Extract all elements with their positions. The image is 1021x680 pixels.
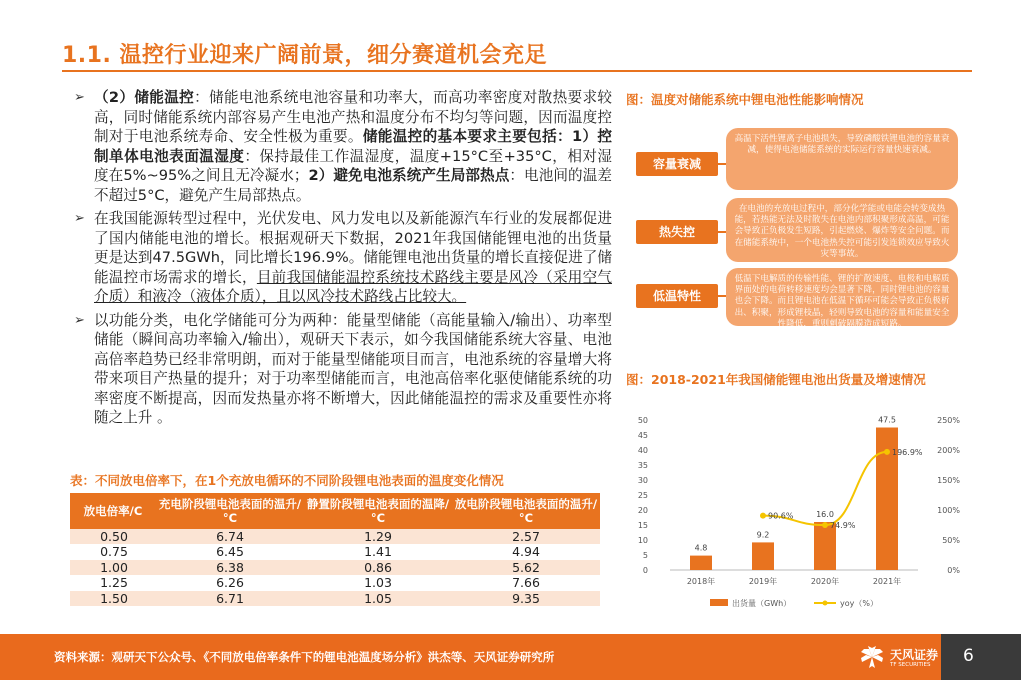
y-left-tick-label: 50 bbox=[637, 416, 648, 425]
bar-data-label: 4.8 bbox=[694, 543, 708, 553]
y-right-tick-label: 0% bbox=[947, 566, 960, 575]
table-cell: 1.50 bbox=[70, 591, 156, 606]
effect-tag: 热失控 bbox=[636, 220, 718, 244]
brand-name: 天风证券 bbox=[890, 648, 939, 662]
source-note: 资料来源：观研天下公众号、《不同放电倍率条件下的锂电池温度场分析》洪杰等、天风证券研究所 bbox=[54, 650, 555, 664]
bullet-text: ：储能电池系统电池容量和功率大，而高功率密度对散热要求较高，同时储能系统内部容易产生电池产热和温度分布不均匀等问题，因而温度控制对于电池系统寿命、安全性极为重要。 bbox=[94, 89, 612, 145]
x-tick-label: 2018年 bbox=[686, 577, 716, 586]
bullet-storage-thermal bbox=[72, 88, 612, 205]
table-cell: 6.38 bbox=[156, 560, 304, 575]
bullet-emphasis: 2）避免电池系统产生局部热点 bbox=[308, 167, 510, 184]
bar-shipment bbox=[690, 556, 712, 570]
arrow-bullet-icon: ➢ bbox=[74, 211, 85, 226]
x-tick-label: 2020年 bbox=[810, 577, 840, 586]
tf-securities-logo-icon bbox=[858, 644, 886, 670]
bar-shipment bbox=[752, 542, 774, 570]
table-cell: 0.75 bbox=[70, 544, 156, 559]
table-cell: 6.26 bbox=[156, 575, 304, 590]
footer-bar bbox=[0, 634, 1021, 680]
x-tick-label: 2021年 bbox=[872, 577, 902, 586]
y-right-tick-label: 200% bbox=[937, 446, 960, 455]
y-left-tick-label: 5 bbox=[642, 551, 648, 560]
bar-data-label: 16.0 bbox=[816, 510, 834, 519]
title-divider bbox=[62, 70, 972, 72]
effect-tag: 容量衰减 bbox=[636, 152, 718, 176]
bar-data-label: 47.5 bbox=[878, 415, 896, 425]
page-number-block bbox=[941, 634, 1021, 680]
table-row bbox=[70, 591, 600, 606]
table-header: 静置阶段锂电池表面的温降/°C bbox=[304, 493, 452, 529]
yoy-data-label: 74.9% bbox=[830, 521, 856, 531]
y-left-tick-label: 10 bbox=[637, 536, 648, 545]
y-right-tick-label: 50% bbox=[942, 536, 960, 545]
bullet-market-growth bbox=[72, 209, 612, 307]
effect-low-temperature bbox=[628, 268, 958, 332]
legend-line-marker bbox=[823, 601, 828, 606]
table-row bbox=[70, 544, 600, 559]
table-row bbox=[70, 575, 600, 590]
arrow-bullet-icon: ➢ bbox=[74, 90, 85, 105]
brand-subtitle: TF SECURITIES bbox=[890, 662, 931, 668]
yoy-point bbox=[822, 522, 828, 528]
table-caption: 表：不同放电倍率下，在1个充放电循环的不同阶段锂电池表面的温度变化情况 bbox=[70, 473, 504, 488]
y-right-tick-label: 150% bbox=[937, 476, 960, 485]
table-cell: 6.71 bbox=[156, 591, 304, 606]
legend-line-label: yoy（%） bbox=[840, 599, 878, 608]
effect-description: 在电池的充放电过程中，部分化学能或电能会转变成热能，若热能无法及时散失在电池内部积聚形成高温，可能会导致正负极发生短路，引起燃烧、爆炸等安全问题。而在储能系统中，一个电池热失控可能引发连锁效应导致火灾等事故。 bbox=[726, 198, 958, 262]
bullet-text: ：电池间的温差不超过5°C，避免产生局部热点。 bbox=[94, 167, 612, 204]
table-cell: 1.03 bbox=[304, 575, 452, 590]
bullet-list bbox=[72, 88, 612, 432]
y-right-tick-label: 100% bbox=[937, 506, 960, 515]
yoy-point bbox=[884, 449, 890, 455]
y-right-tick-label: 250% bbox=[937, 416, 960, 425]
effect-tag: 低温特性 bbox=[636, 284, 718, 308]
legend-bar-label: 出货量（GWh） bbox=[732, 599, 792, 608]
bullet-text: 在我国能源转型过程中，光伏发电、风力发电以及新能源汽车行业的发展都促进了国内储能电池的增长。根据观研天下数据，2021年我国储能锂电池的出货量更是达到47.5GWh，同比增长196.9%。储能锂电池出货量的增长直接促进了储能温控市场需求的增长， bbox=[94, 210, 612, 286]
effect-thermal-runaway bbox=[628, 198, 958, 268]
yoy-data-label: 90.6% bbox=[768, 511, 794, 521]
effect-description: 低温下电解质的传输性能、锂的扩散速度、电极和电解质界面处的电荷转移速度均会显著下降，同时锂电池的容量也会下降。而且锂电池在低温下循环可能会导致正负极析出、积聚，形成锂枝晶，轻则导致电池的容量和能量安全性降低，重则刺破隔膜造成短路。 bbox=[726, 268, 958, 326]
table-cell: 9.35 bbox=[452, 591, 600, 606]
arrow-bullet-icon: ➢ bbox=[74, 312, 85, 328]
table-cell: 1.41 bbox=[304, 544, 452, 559]
x-tick-label: 2019年 bbox=[748, 577, 778, 586]
legend-bar-swatch bbox=[710, 599, 728, 606]
bullet-text: ：保持最佳工作温湿度，温度+15°C至+35°C，相对湿度在5%~95%之间且无冷凝水； bbox=[94, 147, 612, 184]
table-cell: 1.00 bbox=[70, 560, 156, 575]
y-left-tick-label: 15 bbox=[637, 521, 648, 530]
table-cell: 0.50 bbox=[70, 529, 156, 544]
page-number: 6 bbox=[963, 646, 974, 666]
bullet-heading: （2）储能温控 bbox=[94, 89, 195, 106]
table-header: 放电倍率/C bbox=[70, 493, 156, 529]
temperature-table bbox=[70, 493, 600, 606]
table-cell: 6.74 bbox=[156, 529, 304, 544]
table-cell: 2.57 bbox=[452, 529, 600, 544]
yoy-data-label: 196.9% bbox=[892, 447, 923, 457]
y-left-tick-label: 35 bbox=[637, 461, 648, 470]
table-cell: 6.45 bbox=[156, 544, 304, 559]
y-left-tick-label: 20 bbox=[637, 506, 648, 515]
y-left-tick-label: 40 bbox=[637, 446, 648, 455]
bullet-underlined-text: 目前我国储能温控系统技术路线主要是风冷（采用空气介质）和液冷（液体介质），且以风冷技术路线占比较大。 bbox=[94, 268, 612, 305]
bullet-text: 以功能分类，电化学储能可分为两种：能量型储能（高能量输入/输出）、功率型储能（瞬间高功率输入/输出），观研天下表示，如今我国储能系统大容量、电池高倍率趋势已经非常明朗，而对于能量型储能项目而言，电池系统的容量增大将带来项目产热量的提升；对于功率型储能而言，电池高倍率化驱使储能系统的功率密度不断提高，因而发热量亦将不断增大，因此储能温控的需求及重要性亦将随之上升 。 bbox=[94, 311, 612, 426]
bullet-emphasis: 储能温控的基本要求主要包括：1）控制单体电池表面温湿度 bbox=[94, 128, 612, 165]
bullet-function-types bbox=[72, 311, 612, 428]
table-cell: 4.94 bbox=[452, 544, 600, 559]
table-row bbox=[70, 529, 600, 544]
effect-capacity-fade bbox=[628, 124, 958, 194]
table-header: 放电阶段锂电池表面的温升/°C bbox=[452, 493, 600, 529]
y-left-tick-label: 30 bbox=[637, 476, 648, 485]
table-cell: 0.86 bbox=[304, 560, 452, 575]
table-cell: 7.66 bbox=[452, 575, 600, 590]
bar-data-label: 9.2 bbox=[756, 530, 770, 540]
table-cell: 5.62 bbox=[452, 560, 600, 575]
yoy-point bbox=[760, 513, 766, 519]
page-title: 1.1. 温控行业迎来广阔前景，细分赛道机会充足 bbox=[62, 43, 547, 68]
table-header: 充电阶段锂电池表面的温升/°C bbox=[156, 493, 304, 529]
table-cell: 1.29 bbox=[304, 529, 452, 544]
y-left-tick-label: 25 bbox=[637, 491, 648, 500]
table-cell: 1.25 bbox=[70, 575, 156, 590]
y-left-tick-label: 45 bbox=[637, 431, 648, 440]
chart-caption: 图：2018-2021年我国储能锂电池出货量及增速情况 bbox=[626, 372, 926, 387]
y-left-tick-label: 0 bbox=[642, 566, 648, 575]
effect-description: 高温下活性锂离子电池损失，导致磷酸铁锂电池的容量衰减，使得电池储能系统的实际运行容量快速衰减。 bbox=[726, 128, 958, 190]
table-cell: 1.05 bbox=[304, 591, 452, 606]
table-row bbox=[70, 560, 600, 575]
figure-caption: 图：温度对储能系统中锂电池性能影响情况 bbox=[626, 92, 864, 107]
shipment-growth-chart bbox=[618, 402, 988, 622]
